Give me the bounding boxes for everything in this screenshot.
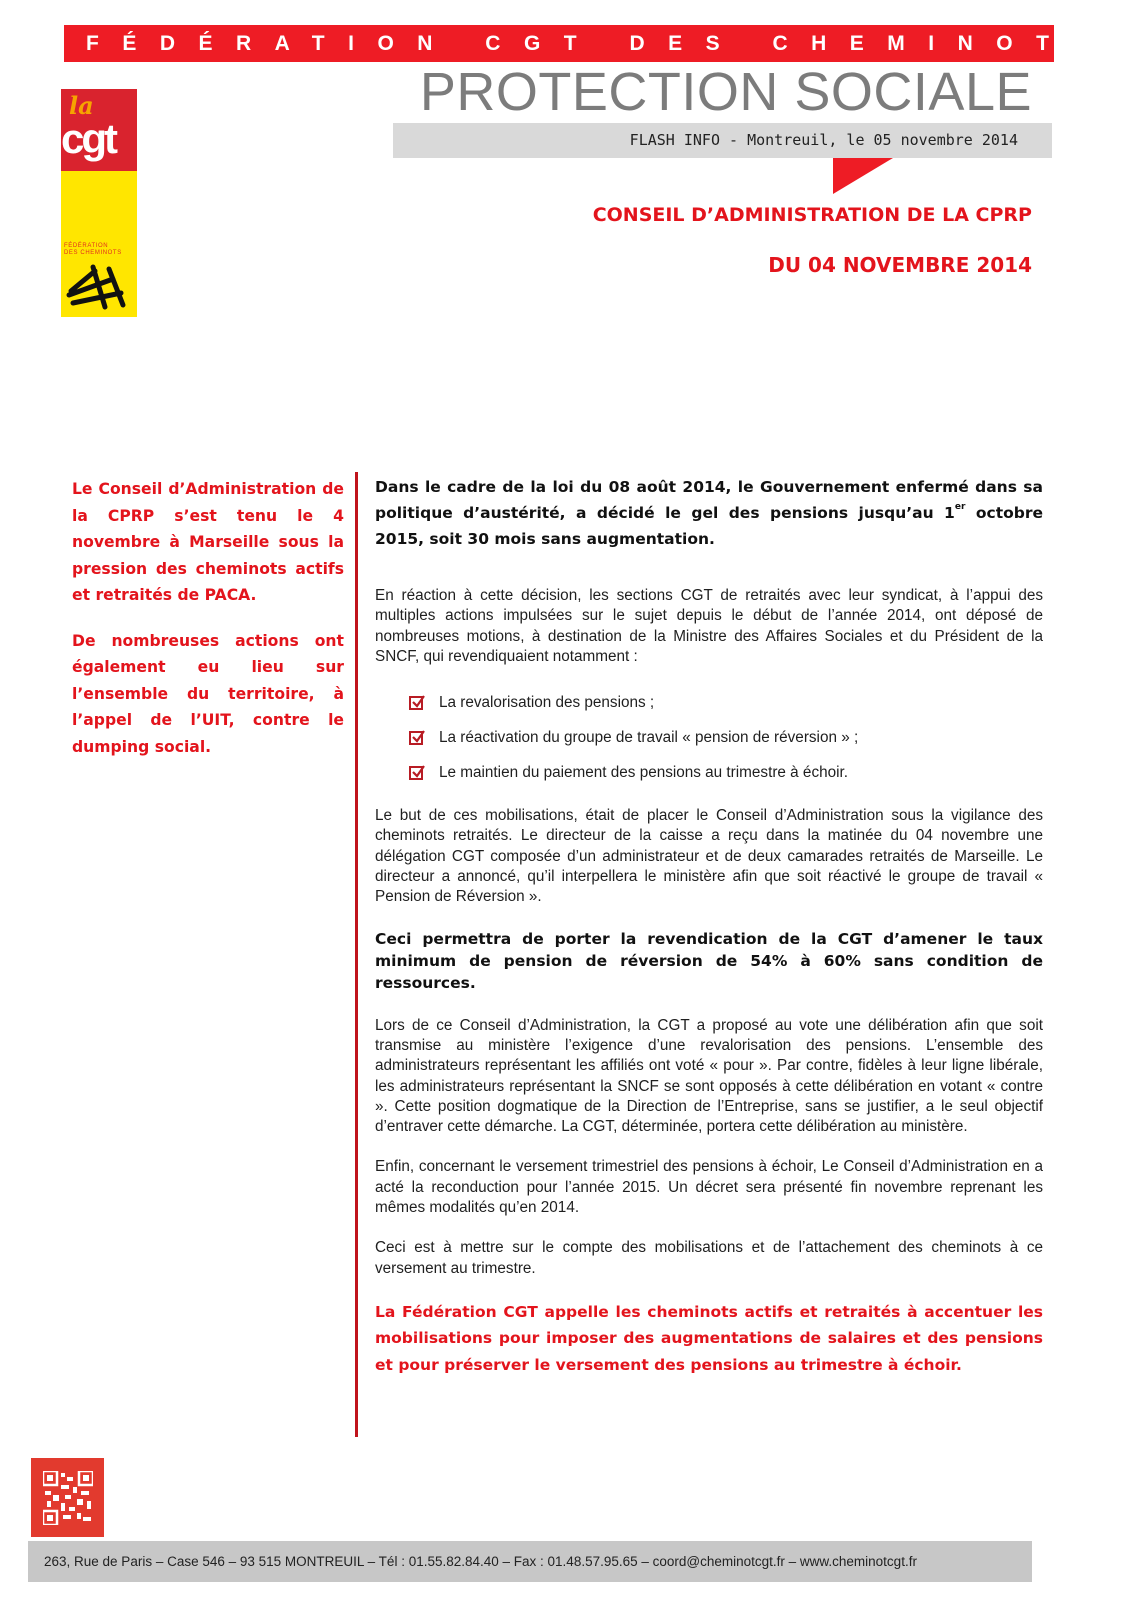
- federation-banner: FÉDÉRATION CGT DES CHEMINOTS: [64, 25, 1054, 62]
- body-paragraph: Le but de ces mobilisations, était de placer le Conseil d’Administration sous la vigilance des cheminots retraités. Le directeur de la caisse a reçu dans la matinée du 04 novembre une délégation CGT composée d’un administrateur et de deux camarades retraités de Marseille. Le directeur a annoncé, qu’il interpellera le ministère afin que soit réactivé le groupe de travail « Pension de Réversion ».: [375, 807, 1043, 906]
- checklist-item-label: La réactivation du groupe de travail « pension de réversion » ;: [439, 728, 859, 746]
- cgt-logo: [61, 89, 137, 317]
- column-divider: [355, 472, 358, 1437]
- checked-box-icon: [409, 766, 423, 780]
- logo-la-text: la: [69, 91, 94, 120]
- lead-superscript: er: [954, 502, 966, 512]
- headline-date: DU 04 NOVEMBRE 2014: [768, 253, 1032, 277]
- checked-box-icon: [409, 731, 423, 745]
- sidebar-paragraph: Le Conseil d’Administration de la CPRP s’est tenu le 4 novembre à Marseille sous la pression des cheminots actifs et retraités de PACA.: [72, 480, 344, 604]
- logo-cgt-text: cgt: [61, 115, 115, 162]
- highlight-paragraph: Ceci permettra de porter la revendication de la CGT d’amener le taux minimum de pension de réversion de 54% à 60% sans condition de ressources.: [375, 929, 1043, 992]
- logo-fed-line1: FÉDÉRATION: [64, 243, 109, 249]
- logo-federation-text: [64, 243, 122, 257]
- checklist-item: [409, 685, 1043, 720]
- lead-text-part: Dans le cadre de la loi du 08 août 2014, le Gouvernement enfermé dans sa politique d’austérité, a décidé le gel des pensions jusqu’au 1: [375, 478, 1043, 522]
- body-paragraph: Ceci est à mettre sur le compte des mobilisations et de l’attachement des cheminots à ce versement au trimestre.: [375, 1239, 1043, 1277]
- checked-box-icon: [409, 696, 423, 710]
- checklist-item-label: Le maintien du paiement des pensions au trimestre à échoir.: [439, 763, 849, 781]
- article-body: [375, 474, 1043, 1378]
- sidebar-paragraph: De nombreuses actions ont également eu lieu sur l’ensemble du territoire, à l’appel de l’UIT, contre le dumping social.: [72, 631, 344, 756]
- section-title: PROTECTION SOCIALE: [419, 62, 1032, 122]
- logo-fed-line2: DES CHEMINOTS: [64, 250, 122, 256]
- checklist-item: [409, 755, 1043, 790]
- sidebar-summary: [72, 476, 344, 779]
- body-paragraph: En réaction à cette décision, les sections CGT de retraités avec leur syndicat, à l’appui des multiples actions impulsées sur le sujet depuis le début de l’année 2014, ont déposé de nombreuses motions, à destination de la Ministre des Affaires Sociales et du Président de la SNCF, qui revendiquaient notamment :: [375, 587, 1043, 665]
- checklist-item: [409, 720, 1043, 755]
- cheminots-emblem-icon: [65, 261, 133, 311]
- footer-contact-bar: 263, Rue de Paris – Case 546 – 93 515 MONTREUIL – Tél : 01.55.82.84.40 – Fax : 01.48.57.95.65 – coord@cheminotcgt.fr – www.cheminotcgt.fr: [28, 1541, 1032, 1582]
- qr-code-icon: [31, 1458, 104, 1537]
- flash-info-bar: FLASH INFO - Montreuil, le 05 novembre 2014: [393, 123, 1052, 158]
- body-paragraph: Lors de ce Conseil d’Administration, la CGT a proposé au vote une délibération afin que soit transmise au ministère l’exigence d’une revalorisation des pensions. L’ensemble des administrateurs représentant les affiliés ont voté « pour ». Par contre, fidèles à leur ligne libérale, les administrateurs représentant la SNCF se sont opposés à cette délibération en votant « contre ». Cette position dogmatique de la Direction de l’Entreprise, sans se justifier, a le seul objectif d’entraver cette démarche. La CGT, déterminée, portera cette délibération au ministère.: [375, 1016, 1043, 1136]
- headline-title: CONSEIL D’ADMINISTRATION DE LA CPRP: [592, 204, 1032, 226]
- checklist-item-label: La revalorisation des pensions ;: [439, 693, 655, 711]
- demands-checklist: [409, 685, 1043, 790]
- body-paragraph: Enfin, concernant le versement trimestriel des pensions à échoir, Le Conseil d’Administration en a acté la reconduction pour l’année 2015. Un décret sera présenté fin novembre reprenant les mêmes modalités qu’en 2014.: [375, 1158, 1043, 1217]
- lead-paragraph: [375, 474, 1043, 552]
- call-to-action: La Fédération CGT appelle les cheminots actifs et retraités à accentuer les mobilisations pour imposer des augmentations de salaires et des pensions et pour préserver le versement des pensions au trimestre à échoir.: [375, 1302, 1043, 1374]
- flash-pointer-decoration: [833, 158, 893, 194]
- lead-text-part: octobre 2015, soit 30 mois sans augmentation.: [375, 504, 1043, 548]
